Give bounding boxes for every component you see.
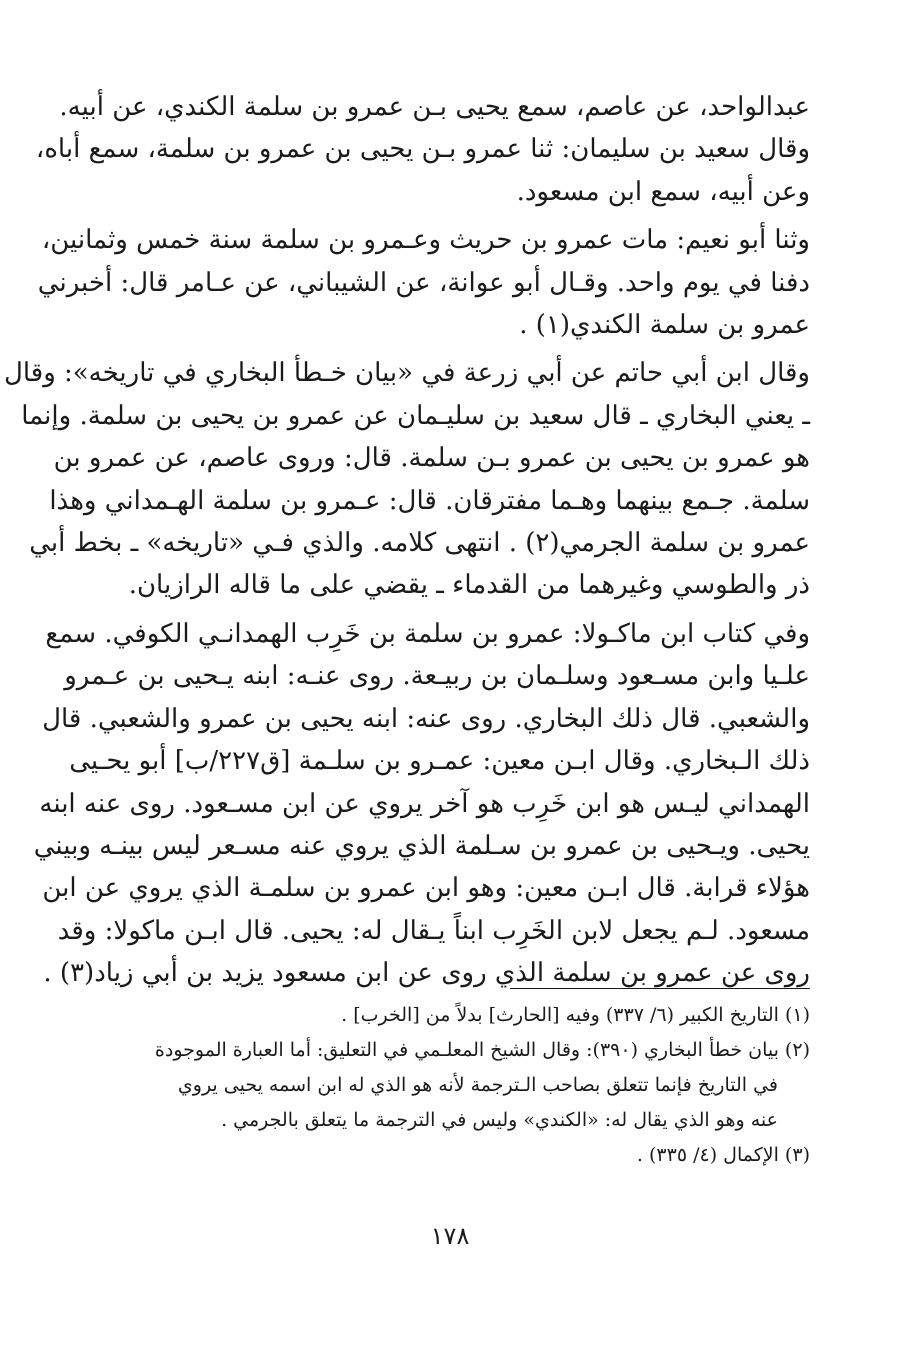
footnote-line: في التاريخ فإنما تتعلق بصاحب الـترجمة لأنه هو الذي له ابن اسمه يحيى يروي <box>177 1074 778 1096</box>
text-line: وقال سعيد بن سليمان: ثنا عمرو بـن يحيى بن عمرو بن سلمة، سمع أباه، <box>35 134 810 165</box>
footnotes <box>88 998 810 1173</box>
text-line: عمرو بن سلمة الكندي(١) . <box>519 310 810 341</box>
footnote-divider <box>510 988 810 989</box>
text-line: ذر والطوسي وغيرهما من القدماء ـ يقضي على ما قاله الرازيان. <box>128 570 810 601</box>
footnote-line: (٢) بيان خطأ البخاري (٣٩٠): وقال الشيخ المعلـمي في التعليق: أما العبارة الموجودة <box>154 1039 810 1061</box>
text-line: عبدالواحد، عن عاصم، سمع يحيى بـن عمرو بن سلمة الكندي، عن أبيه. <box>59 92 810 122</box>
text-line: علـيا وابن مسـعود وسلـمان بن ربيـعة. روى عنـه: ابنه يـحيى بن عـمرو <box>64 661 810 692</box>
text-line: الهمداني ليـس هو ابن خَرِب هو آخر يروي عن ابن مسـعود. روى عنه ابنه <box>39 788 810 819</box>
text-line: وفي كتاب ابن ماكـولا: عمرو بن سلمة بن خَرِب الهمدانـي الكوفي. سمع <box>45 618 810 649</box>
main-text <box>3 86 810 995</box>
footnote-line: (٣) الإكمال (٤/ ٣٣٥) . <box>636 1144 810 1166</box>
footnote-line: عنه وهو الذي يقال له: «الكندي» وليس في الترجمة ما يتعلق بالجرمي . <box>221 1109 778 1131</box>
text-line: سلمة. جـمع بينهما وهـما مفترقان. قال: عـمرو بن سلمة الهـمداني وهذا <box>49 485 810 516</box>
text-line: هو عمرو بن يحيى بن عمرو بـن سلمة. قال: وروى عاصم، عن عمرو بن <box>53 443 810 474</box>
page-number: ١٧٨ <box>430 1222 470 1250</box>
text-line: دفنا في يوم واحد. وقـال أبو عوانة، عن الشيباني، عن عـامر قال: أخبرني <box>37 267 810 298</box>
text-line: وقال ابن أبي حاتم عن أبي زرعة في «بيان خـطأ البخاري في تاريخه»: وقال <box>3 358 810 389</box>
text-line: هؤلاء قرابة. قال ابـن معين: وهو ابن عمرو بن سلمـة الذي يروي عن ابن <box>42 873 810 904</box>
text-line: عمرو بن سلمة الجرمي(٢) . انتهى كلامه. والذي فـي «تاريخه» ـ بخط أبي <box>29 528 810 559</box>
text-line: يحيى. ويـحيى بن عمرو بن سـلمة الذي يروي عنه مسـعر ليس بينـه وبيني <box>33 830 810 861</box>
text-line: روى عن عمرو بن سلمة الذي روى عن ابن مسعود يزيد بن أبي زياد(٣) . <box>43 958 810 989</box>
text-line: وثنا أبو نعيم: مات عمرو بن حريث وعـمرو بن سلمة سنة خمس وثمانين، <box>41 225 810 256</box>
text-line: ذلك الـبخاري. وقال ابـن معين: عمـرو بن سلـمة [ق٢٢٧/ب] أبو يحـيى <box>69 746 810 777</box>
text-line: مسعود. لـم يجعل لابن الخَرِب ابناً يـقال له: يحيى. قال ابـن ماكولا: وقد <box>57 915 810 946</box>
text-line: ـ يعني البخاري ـ قال سعيد بن سليـمان عن عمرو بن يحيى بن سلمة. وإنما <box>21 400 810 431</box>
footnote-line: (١) التاريخ الكبير (٦/ ٣٣٧) وفيه [الحارث] بدلاً من [الخرب] . <box>341 1004 810 1026</box>
text-line: والشعبي. قال ذلك البخاري. روى عنه: ابنه يحيى بن عمرو والشعبي. قال <box>42 703 810 734</box>
text-line: وعن أبيه، سمع ابن مسعود. <box>516 176 810 207</box>
